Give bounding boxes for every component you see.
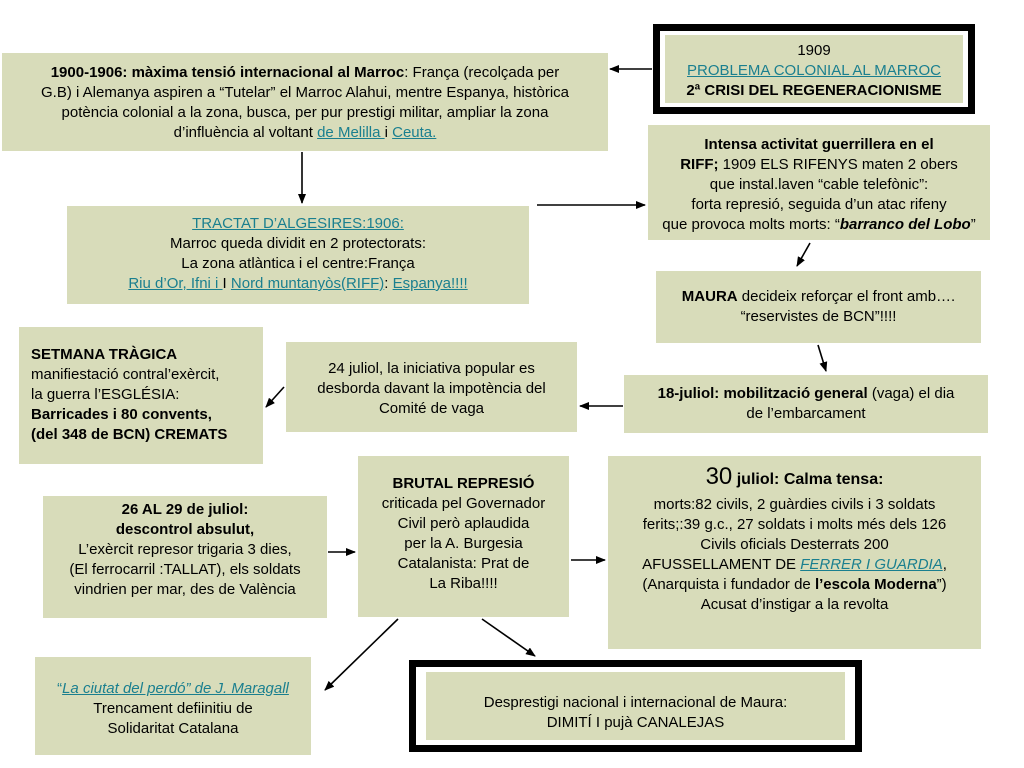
descontrol-text-5: vindrien per mar, des de València	[74, 581, 296, 598]
calma-paren: ”)	[936, 576, 947, 593]
algesires-colon: :	[384, 275, 393, 292]
setmana-text-3: la guerra l’ESGLÉSIA:	[31, 386, 180, 403]
riff-text-5: que provoca molts morts: “	[662, 216, 840, 233]
descontrol-text-4: (El ferrocarril :TALLAT), els soldats	[69, 561, 301, 578]
year-label: 1909	[797, 42, 831, 59]
tension-text-2: G.B) i Alemanya aspiren a “Tutelar” el Marroc Alahui, mentre Espanya, històrica	[40, 84, 569, 101]
calma-text-3: ferits;:39 g.c., 27 soldats i molts més dels 126	[642, 516, 947, 533]
brutal-text-6: La Riba!!!!	[429, 575, 498, 592]
brutal-text-3: Civil però aplaudida	[397, 515, 530, 532]
brutal-text-4: per la A. Burgesia	[404, 535, 523, 552]
descontrol-date: 26 AL 29 de juliol:	[121, 501, 249, 518]
setmana-text-4: Barricades i 80 convents,	[31, 406, 212, 423]
algesires-text-3: La zona atlàntica i el centre:França	[181, 255, 415, 272]
arrow-brutal-to-perdo	[325, 619, 398, 690]
ceuta-link[interactable]: Ceuta.	[392, 124, 437, 141]
desprestigi-text-2: DIMITÍ I pujà CANALEJAS	[546, 714, 725, 731]
setmana-title: SETMANA TRÀGICA	[31, 346, 178, 363]
tension-conj: i	[384, 124, 393, 141]
calma-text-2: morts:82 civils, 2 guàrdies civils i 3 soldats	[653, 496, 936, 513]
calma-day: 30	[705, 463, 733, 490]
desprestigi-text-1: Desprestigi nacional i internacional de Maura:	[483, 694, 788, 711]
setmana-text-2: manifiestació contral’exèrcit,	[31, 366, 220, 383]
riu-or-link[interactable]: Riu d’Or, Ifni i	[128, 275, 223, 292]
tension-period: 1900-1906: màxima tensió internacional al Marroc	[50, 64, 405, 81]
algesires-sep: I	[222, 275, 231, 292]
calma-title: juliol: Calma tensa:	[732, 471, 884, 488]
ferrer-guardia-link[interactable]: FERRER I GUARDIA	[800, 556, 943, 573]
calma-comma: ,	[942, 556, 947, 573]
brutal-text-2: criticada pel Governador	[381, 495, 546, 512]
calma-text-5: AFUSSELLAMENT DE	[642, 556, 801, 573]
calma-text-6: (Anarquista i fundador de	[642, 576, 815, 593]
algesires-text-2: Marroc queda dividit en 2 protectorats:	[170, 235, 426, 252]
perdo-quote: “	[57, 680, 63, 697]
algesires-treaty-link[interactable]: TRACTAT D’ALGESIRES:1906:	[192, 215, 404, 232]
colonial-problem-link[interactable]: PROBLEMA COLONIAL AL MARROC	[687, 62, 941, 79]
arrow-brutal-to-desprestigi	[482, 619, 535, 656]
perdo-text-3: Solidaritat Catalana	[107, 720, 239, 737]
brutal-text-5: Catalanista: Prat de	[397, 555, 530, 572]
tension-text-4: d’influència al voltant	[173, 124, 318, 141]
maura-text-2: “reservistes de BCN”!!!!	[740, 308, 897, 325]
barranco-lobo: barranco del Lobo	[839, 216, 971, 233]
riff-text-1: Intensa activitat guerrillera en el	[704, 136, 934, 153]
setmana-text-5: (del 348 de BCN) CREMATS	[31, 426, 228, 443]
ciutat-perdo-link[interactable]: La ciutat del perdó” de J. Maragall	[62, 680, 289, 697]
riff-text-4: forta represió, seguida d’un atac rifeny	[691, 196, 947, 213]
initiative-text-3: Comité de vaga	[378, 400, 485, 417]
riff-link[interactable]: Nord muntanyòs(RIFF)	[230, 275, 385, 292]
arrow-maura-to-mobilization	[818, 345, 826, 371]
crisis-label: 2ª CRISI DEL REGENERACIONISME	[686, 82, 942, 99]
brutal-title: BRUTAL REPRESIÓ	[392, 475, 535, 492]
maura-text-1: decideix reforçar el front amb….	[737, 288, 956, 305]
riff-text-3: que instal.laven “cable telefònic”:	[709, 176, 929, 193]
espanya-link[interactable]: Espanya!!!!	[392, 275, 468, 292]
initiative-text-2: desborda davant la impotència del	[317, 380, 546, 397]
initiative-text-1: 24 juliol, la iniciativa popular es	[328, 360, 535, 377]
tension-text-1: : França (recolçada per	[404, 64, 560, 81]
arrow-riff-to-maura	[797, 243, 810, 266]
descontrol-text-2: descontrol absulut,	[115, 521, 255, 538]
calma-text-4: Civils oficials Desterrats 200	[700, 536, 889, 553]
riff-bold: RIFF;	[680, 156, 719, 173]
mobilization-text-1: (vaga) el dia	[867, 385, 955, 402]
descontrol-text-3: L’exèrcit represor trigaria 3 dies,	[78, 541, 292, 558]
mobilization-date: 18-juliol: mobilització general	[657, 385, 868, 402]
perdo-text-2: Trencament defiinitiu de	[93, 700, 253, 717]
tension-text-3: potència colonial a la zona, busca, per pur prestigi militar, ampliar la zona	[61, 104, 549, 121]
arrow-initiative-to-setmana	[266, 387, 284, 407]
riff-quote-close: ”	[970, 216, 976, 233]
riff-text-2: 1909 ELS RIFENYS maten 2 obers	[718, 156, 958, 173]
melilla-link[interactable]: de Melilla	[317, 124, 385, 141]
escola-moderna: l’escola Moderna	[814, 576, 937, 593]
mobilization-text-2: de l’embarcament	[746, 405, 866, 422]
calma-text-7: Acusat d’instigar a la revolta	[700, 596, 889, 613]
maura-name: MAURA	[681, 288, 738, 305]
